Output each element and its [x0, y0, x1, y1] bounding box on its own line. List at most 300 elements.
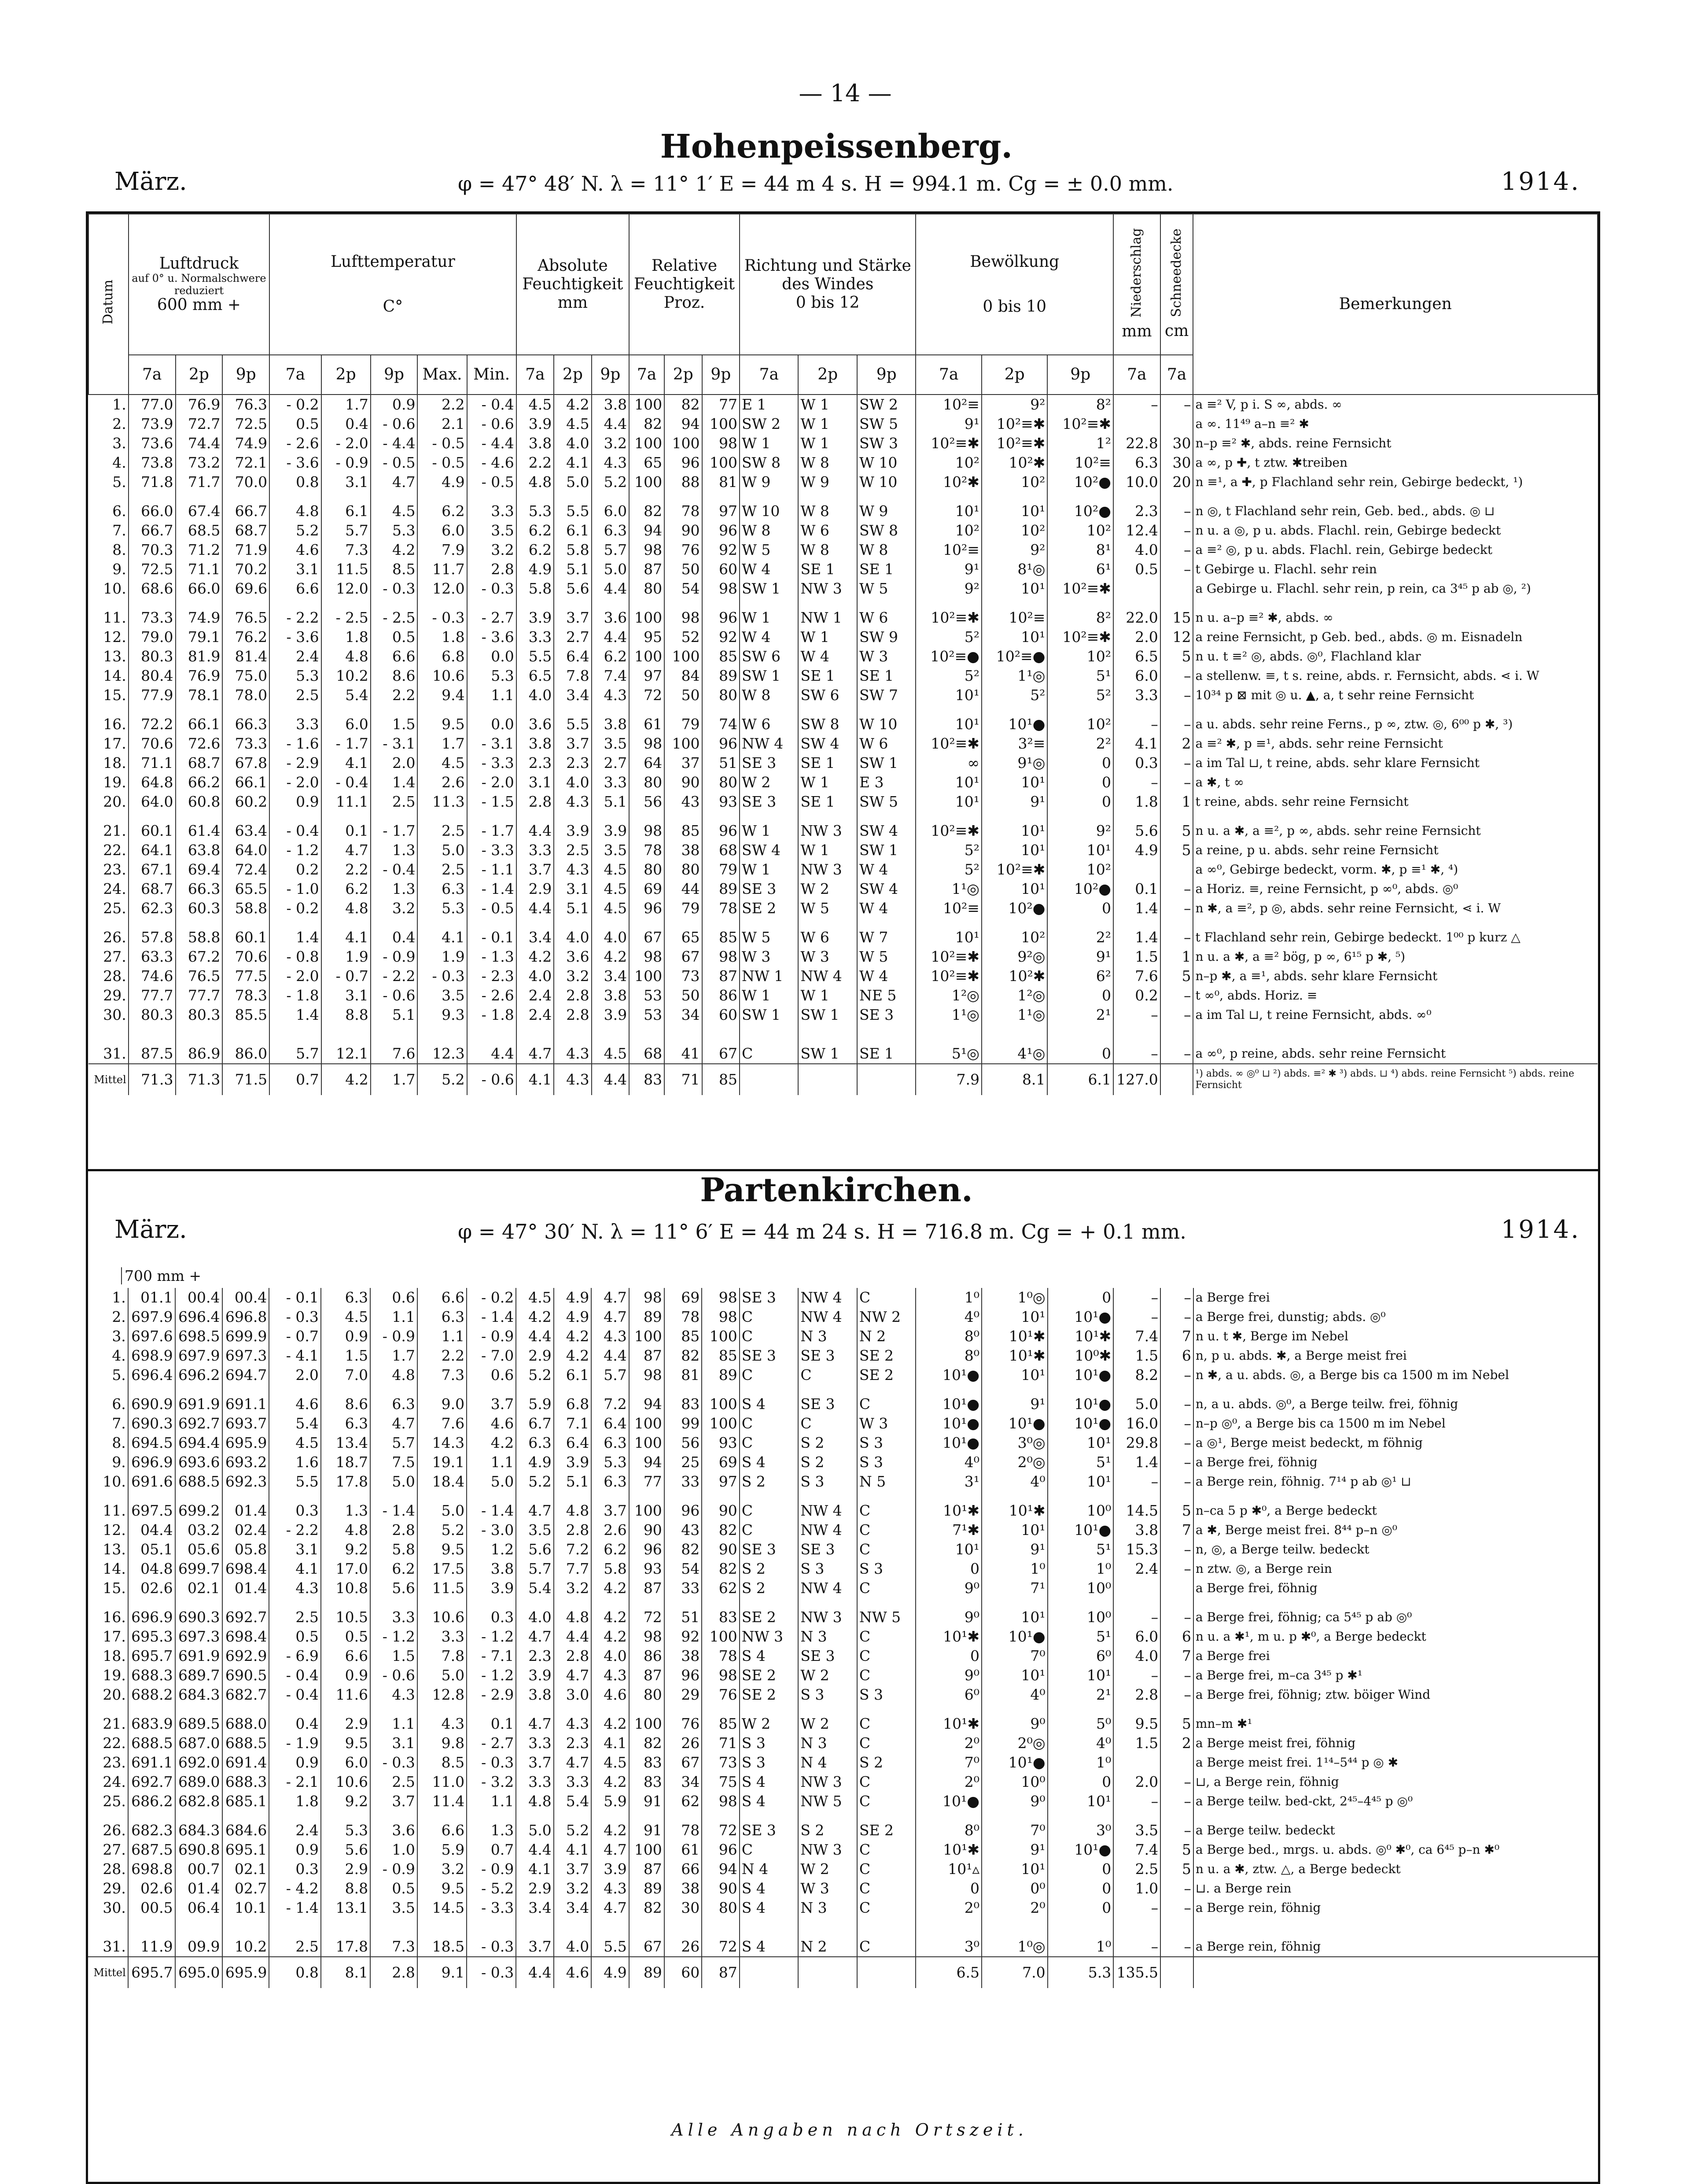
value-cell: 3.9	[591, 1859, 629, 1879]
value-cell: W 1	[740, 986, 798, 1005]
value-cell: 2.7	[554, 627, 591, 647]
value-cell: 9⁰	[916, 1579, 982, 1598]
value-cell: - 2.6	[269, 434, 321, 453]
sub-7a: 7a	[516, 355, 554, 395]
value-cell: 694.7	[222, 1365, 269, 1385]
value-cell: SE 3	[740, 792, 798, 812]
value-cell: 8¹◎	[982, 560, 1047, 579]
value-cell: 51	[664, 1608, 702, 1627]
value-cell: 5.9	[516, 1395, 553, 1414]
value-cell: - 1.9	[269, 1734, 321, 1753]
value-cell: 10¹	[916, 715, 981, 734]
value-cell: - 4.4	[467, 434, 516, 453]
day-cell: 29.	[103, 1880, 126, 1897]
value-cell: 65.5	[222, 879, 269, 899]
row-spacer	[88, 1491, 1598, 1501]
value-cell: 10¹	[916, 1540, 982, 1559]
value-cell: 6.3	[321, 1414, 370, 1433]
value-cell: 9¹	[1047, 947, 1113, 967]
value-cell: 38	[664, 841, 702, 860]
weather-table-partenkirchen	[88, 1288, 1598, 1988]
value-cell: 10¹●	[982, 1627, 1048, 1646]
value-cell: 2.8	[554, 1646, 591, 1666]
value-cell: 0	[1048, 1772, 1114, 1792]
value-cell: 98	[629, 947, 664, 967]
value-cell: SW 9	[857, 627, 916, 647]
value-cell: 4.2	[591, 1608, 629, 1627]
table-row	[88, 666, 1598, 686]
mittel-cell	[740, 1064, 798, 1095]
value-cell: –	[1160, 540, 1193, 560]
value-cell: 88	[664, 472, 702, 492]
value-cell: 6.3	[321, 1288, 370, 1307]
value-cell: 0.2	[269, 860, 321, 879]
remark-cell: a Berge frei	[1193, 1646, 1598, 1666]
value-cell: 100	[629, 395, 664, 414]
value-cell: W 4	[740, 627, 798, 647]
value-cell: 99	[664, 1414, 702, 1433]
value-cell: SW 1	[857, 841, 916, 860]
value-cell: SE 1	[857, 1044, 916, 1064]
value-cell: 4.8	[269, 502, 321, 521]
value-cell: 85	[702, 928, 740, 947]
sub-7a: 7a	[629, 355, 664, 395]
value-cell: - 2.7	[467, 1734, 516, 1753]
table-row	[88, 579, 1598, 598]
value-cell: 2.9	[516, 1879, 553, 1898]
value-cell: 71.7	[176, 472, 223, 492]
value-cell: 1.8	[321, 627, 371, 647]
value-cell: –	[1160, 1898, 1193, 1918]
value-cell: 1⁰	[982, 1559, 1048, 1579]
value-cell: 693.2	[222, 1453, 269, 1472]
table-row	[88, 841, 1598, 860]
value-cell: 691.1	[128, 1753, 175, 1772]
value-cell: 33	[664, 1579, 702, 1598]
value-cell: 5.7	[269, 1044, 321, 1064]
value-cell: 5.8	[370, 1540, 417, 1559]
value-cell: 2	[1160, 1734, 1193, 1753]
value-cell: 4.7	[516, 1044, 554, 1064]
value-cell: 84	[664, 666, 702, 686]
value-cell: 43	[664, 1520, 702, 1540]
value-cell: 3.3	[554, 1772, 591, 1792]
value-cell: - 3.6	[467, 627, 516, 647]
value-cell: 100	[702, 414, 740, 434]
value-cell: 7.4	[592, 666, 629, 686]
day-cell: 23.	[103, 861, 126, 878]
value-cell: 1.4	[371, 773, 418, 792]
value-cell: 83	[629, 1753, 664, 1772]
remark-cell: a ∞⁰, p reine, abds. sehr reine Fernsicht	[1193, 1044, 1598, 1064]
value-cell: - 0.3	[371, 579, 418, 598]
value-cell: 5.2	[554, 1821, 591, 1840]
value-cell: - 0.7	[321, 967, 371, 986]
value-cell: 0.3	[1113, 753, 1160, 773]
value-cell: 96	[702, 608, 740, 627]
value-cell: NW 3	[798, 860, 857, 879]
value-cell: 80	[702, 773, 740, 792]
value-cell: 10²≡●	[916, 647, 981, 666]
value-cell: 4.4	[516, 1840, 553, 1859]
station-coordinates: φ = 47° 30′ N. λ = 11° 6′ E = 44 m 24 s. H = 716.8 m. Cg = + 0.1 mm.	[458, 1220, 1186, 1243]
value-cell: 1.5	[1113, 1734, 1160, 1753]
value-cell: 4.2	[591, 1821, 629, 1840]
value-cell: 3.2	[554, 967, 591, 986]
value-cell: 78.3	[222, 986, 269, 1005]
value-cell: SE 2	[857, 1346, 916, 1365]
value-cell: 688.5	[175, 1472, 222, 1491]
value-cell: 10¹●	[982, 1753, 1048, 1772]
table-row	[88, 1666, 1598, 1685]
value-cell: 7.5	[370, 1453, 417, 1472]
value-cell: –	[1160, 1772, 1193, 1792]
table-row	[88, 879, 1598, 899]
value-cell: 4.0	[554, 773, 591, 792]
value-cell: 67.2	[176, 947, 223, 967]
value-cell: 79.0	[129, 627, 176, 647]
remark-cell: a ✱, Berge meist frei. 8⁴⁴ p–n ◎⁰	[1193, 1520, 1598, 1540]
value-cell: W 2	[798, 1666, 857, 1685]
value-cell: 5.0	[417, 841, 467, 860]
value-cell: S 3	[798, 1685, 857, 1704]
table-row	[88, 1414, 1598, 1433]
value-cell: 0.9	[269, 1840, 321, 1859]
value-cell: 3.5	[592, 734, 629, 753]
value-cell: 6⁰	[916, 1685, 982, 1704]
value-cell: 1²◎	[916, 986, 981, 1005]
value-cell: 688.3	[222, 1772, 269, 1792]
value-cell: 3.7	[591, 1501, 629, 1520]
value-cell: 4.5	[592, 899, 629, 918]
value-cell: 17.8	[321, 1937, 370, 1957]
value-cell: SW 5	[857, 414, 916, 434]
value-cell: C	[857, 1898, 916, 1918]
remark-cell: a Berge rein, föhnig	[1193, 1898, 1598, 1918]
value-cell: SW 4	[857, 879, 916, 899]
value-cell: W 2	[798, 879, 857, 899]
value-cell: –	[1160, 928, 1193, 947]
value-cell: 01.4	[222, 1501, 269, 1520]
mittel-cell	[798, 1957, 857, 1988]
value-cell: 0	[1047, 753, 1113, 773]
value-cell: 81.4	[222, 647, 269, 666]
value-cell: 7.8	[417, 1646, 467, 1666]
value-cell: 1.6	[269, 1453, 321, 1472]
value-cell: 5.8	[516, 579, 554, 598]
value-cell: 6.8	[417, 647, 467, 666]
value-cell: 87	[629, 1346, 664, 1365]
value-cell: 10¹	[982, 1666, 1048, 1685]
value-cell: 68.7	[176, 753, 223, 773]
value-cell: C	[857, 1840, 916, 1859]
value-cell: 89	[702, 1365, 739, 1385]
value-cell: 1.5	[371, 715, 418, 734]
value-cell: W 4	[857, 860, 916, 879]
value-cell: 5.1	[554, 560, 591, 579]
value-cell: NW 1	[798, 608, 857, 627]
table-row	[88, 1840, 1598, 1859]
table-row	[88, 560, 1598, 579]
station-coordinates: φ = 47° 48′ N. λ = 11° 1′ E = 44 m 4 s. H = 994.1 m. Cg = ± 0.0 mm.	[458, 172, 1174, 196]
value-cell: 0.3	[467, 1608, 516, 1627]
value-cell: SW 1	[798, 1005, 857, 1025]
remark-cell: a Berge bed., mrgs. u. abds. ◎⁰ ✱⁰, ca 6⁴⁵ p–n ✱⁰	[1193, 1840, 1598, 1859]
value-cell: 8⁰	[916, 1821, 982, 1840]
value-cell: 4.2	[554, 1346, 591, 1365]
value-cell: 5	[1160, 841, 1193, 860]
value-cell: NW 4	[798, 1579, 857, 1598]
value-cell: - 2.7	[467, 608, 516, 627]
value-cell: 74.9	[176, 608, 223, 627]
remark-cell: n u. a–p ≡² ✱, abds. ∞	[1193, 608, 1598, 627]
value-cell: 690.9	[128, 1395, 175, 1414]
value-cell: - 3.1	[467, 734, 516, 753]
value-cell: 67.1	[129, 860, 176, 879]
remark-cell: a ∞, p ✚, t ztw. ✱treiben	[1193, 453, 1598, 472]
mittel-cell: 85	[702, 1064, 740, 1095]
value-cell: 98	[629, 1365, 664, 1385]
value-cell: SE 1	[798, 792, 857, 812]
value-cell: C	[740, 1365, 799, 1385]
value-cell: 10¹	[982, 627, 1047, 647]
value-cell: 80.4	[129, 666, 176, 686]
value-cell: - 0.9	[321, 453, 371, 472]
mittel-cell: 4.4	[516, 1957, 553, 1988]
value-cell: S 3	[798, 1559, 857, 1579]
value-cell: 0.5	[269, 414, 321, 434]
value-cell: 2.8	[554, 986, 591, 1005]
value-cell: 10²≡✱	[982, 434, 1047, 453]
value-cell: 79	[702, 860, 740, 879]
value-cell: 64.8	[129, 773, 176, 792]
value-cell: 6.0	[321, 1753, 370, 1772]
remark-cell: a ∞⁰, Gebirge bedeckt, vorm. ✱, p ≡¹ ✱, ⁴)	[1193, 860, 1598, 879]
value-cell: C	[857, 1520, 916, 1540]
value-cell: 89	[702, 879, 740, 899]
sub-9p: 9p	[1047, 355, 1113, 395]
value-cell: 3⁰	[916, 1937, 982, 1957]
station-title-partenkirchen: Partenkirchen.	[700, 1171, 973, 1209]
value-cell: 85	[702, 1714, 739, 1734]
value-cell: 695.1	[222, 1840, 269, 1859]
mittel-cell: 4.9	[591, 1957, 629, 1988]
value-cell: 100	[702, 1627, 739, 1646]
value-cell: 00.5	[128, 1898, 175, 1918]
value-cell: 4.2	[554, 1327, 591, 1346]
value-cell: 9.5	[1113, 1714, 1160, 1734]
value-cell: 68.7	[222, 521, 269, 540]
value-cell: 4.7	[591, 1898, 629, 1918]
value-cell: 4.5	[417, 753, 467, 773]
value-cell: 80	[629, 773, 664, 792]
value-cell: 02.4	[222, 1520, 269, 1540]
remark-cell: a reine Fernsicht, p Geb. bed., abds. ◎ m. Eisnadeln	[1193, 627, 1598, 647]
value-cell: 1.4	[1113, 928, 1160, 947]
value-cell: 98	[629, 821, 664, 841]
value-cell: 5.2	[592, 472, 629, 492]
value-cell: 5²	[982, 686, 1047, 705]
remark-cell: a Berge meist frei. 1¹⁴–5⁴⁴ p ◎ ✱	[1193, 1753, 1598, 1772]
value-cell: 100	[629, 1414, 664, 1433]
value-cell: 98	[702, 1288, 739, 1307]
value-cell: 1.3	[371, 841, 418, 860]
value-cell: 5	[1160, 967, 1193, 986]
day-cell: 11.	[103, 609, 126, 626]
value-cell: 3²≡	[982, 734, 1047, 753]
mittel-cell: 0.7	[269, 1064, 321, 1095]
remark-cell: n–p ✱, a ≡¹, abds. sehr klare Fernsicht	[1193, 967, 1598, 986]
value-cell: 73	[664, 967, 702, 986]
value-cell: 77.5	[222, 967, 269, 986]
value-cell: 89	[629, 1307, 664, 1327]
value-cell: 5.9	[417, 1840, 467, 1859]
value-cell: 689.7	[175, 1666, 222, 1685]
mittel-cell: 4.3	[554, 1064, 591, 1095]
value-cell: S 2	[798, 1433, 857, 1453]
value-cell: 2.4	[516, 1005, 554, 1025]
value-cell: C	[857, 1540, 916, 1559]
value-cell: NW 3	[798, 1608, 857, 1627]
value-cell: 69	[702, 1453, 739, 1472]
value-cell: 4.1	[554, 453, 591, 472]
value-cell: 3.4	[516, 1898, 553, 1918]
value-cell: 2.3	[516, 1646, 553, 1666]
row-spacer	[88, 705, 1598, 715]
value-cell: 2.4	[1113, 1559, 1160, 1579]
value-cell: 2.4	[516, 986, 554, 1005]
value-cell: 5.5	[269, 1472, 321, 1491]
value-cell: S 2	[740, 1472, 799, 1491]
value-cell: - 2.2	[371, 967, 418, 986]
value-cell	[1160, 1753, 1193, 1772]
value-cell: 2.9	[321, 1859, 370, 1879]
value-cell: 5.5	[554, 502, 591, 521]
value-cell: 10²	[1047, 860, 1113, 879]
day-cell: 12.	[103, 628, 126, 646]
table-row	[88, 986, 1598, 1005]
value-cell: 11.7	[417, 560, 467, 579]
mittel-cell: 9.1	[417, 1957, 467, 1988]
value-cell: 691.6	[128, 1472, 175, 1491]
remark-cell: a u. abds. sehr reine Ferns., p ∞, ztw. ◎, 6⁰⁰ p ✱, ³)	[1193, 715, 1598, 734]
value-cell: 82	[702, 1559, 739, 1579]
value-cell: 5.1	[371, 1005, 418, 1025]
value-cell: C	[857, 1714, 916, 1734]
value-cell: 685.1	[222, 1792, 269, 1811]
sub-7a: 7a	[269, 355, 321, 395]
value-cell: 4.8	[554, 1501, 591, 1520]
value-cell: 4.2	[516, 947, 554, 967]
table-row	[88, 1753, 1598, 1772]
value-cell: 7.6	[371, 1044, 418, 1064]
value-cell: 4⁰	[982, 1685, 1048, 1704]
value-cell: 61	[629, 715, 664, 734]
value-cell: NW 3	[798, 821, 857, 841]
value-cell: 4.4	[592, 414, 629, 434]
mittel-cell: 695.9	[222, 1957, 269, 1988]
value-cell: S 4	[740, 1395, 799, 1414]
day-cell: 7.	[112, 1415, 126, 1432]
value-cell: 29	[664, 1685, 702, 1704]
value-cell: 11.9	[128, 1937, 175, 1957]
remark-cell: a ∞. 11⁴⁹ a–n ≡² ✱	[1193, 414, 1598, 434]
value-cell: 3.1	[321, 472, 371, 492]
value-cell: 1.1	[370, 1714, 417, 1734]
value-cell: 29.8	[1113, 1433, 1160, 1453]
value-cell: 3.7	[516, 1753, 553, 1772]
value-cell: - 0.5	[467, 472, 516, 492]
remark-cell: n u. a ✱, a ≡² bög, p ∞, 6¹⁵ p ✱, ⁵)	[1193, 947, 1598, 967]
value-cell: 12.8	[417, 1685, 467, 1704]
day-cell: 5.	[112, 473, 126, 491]
value-cell: 93	[702, 1433, 739, 1453]
value-cell: 77.0	[129, 395, 176, 414]
value-cell: 2.4	[269, 1821, 321, 1840]
value-cell: W 1	[740, 434, 798, 453]
value-cell: 10¹	[982, 1365, 1048, 1385]
value-cell: S 3	[798, 1472, 857, 1491]
value-cell: SE 3	[857, 1005, 916, 1025]
day-cell: 23.	[103, 1754, 126, 1771]
day-cell: 13.	[103, 648, 126, 665]
value-cell: W 6	[798, 521, 857, 540]
value-cell: 9²◎	[982, 947, 1047, 967]
value-cell: 12.4	[1113, 521, 1160, 540]
value-cell: 10¹✱	[982, 1327, 1048, 1346]
value-cell: 4.8	[321, 1520, 370, 1540]
value-cell: 100	[664, 734, 702, 753]
value-cell: 4.2	[516, 1307, 553, 1327]
value-cell: 10²≡	[916, 395, 981, 414]
value-cell: 9²	[982, 540, 1047, 560]
value-cell: - 1.7	[321, 734, 371, 753]
value-cell: 00.4	[175, 1288, 222, 1307]
value-cell: 5.4	[321, 686, 371, 705]
value-cell: - 2.3	[467, 967, 516, 986]
value-cell: 3.2	[592, 434, 629, 453]
value-cell: 90	[664, 521, 702, 540]
value-cell: 1⁰	[1048, 1937, 1114, 1957]
value-cell: 5.7	[516, 1559, 553, 1579]
row-spacer	[88, 1918, 1598, 1927]
value-cell: 6.4	[554, 647, 591, 666]
value-cell: 85	[702, 1346, 739, 1365]
value-cell: 2.5	[554, 841, 591, 860]
value-cell: 3.7	[516, 1937, 553, 1957]
table-row	[88, 1734, 1598, 1753]
value-cell: - 0.3	[417, 967, 467, 986]
value-cell: 4.5	[591, 1753, 629, 1772]
day-cell: 11.	[103, 1502, 126, 1519]
value-cell: 10²≡✱	[916, 734, 981, 753]
value-cell: 7.3	[370, 1937, 417, 1957]
value-cell: S 4	[740, 1772, 799, 1792]
table-row	[88, 1821, 1598, 1840]
remark-cell: a im Tal ⊔, t reine, abds. sehr klare Fernsicht	[1193, 753, 1598, 773]
mittel-cell: 8.1	[982, 1064, 1047, 1095]
day-cell: 25.	[103, 1793, 126, 1810]
value-cell: 3.7	[554, 734, 591, 753]
value-cell: SE 3	[798, 1395, 857, 1414]
value-cell: W 4	[857, 899, 916, 918]
remark-cell: a im Tal ⊔, t reine Fernsicht, abds. ∞⁰	[1193, 1005, 1598, 1025]
value-cell: 72.4	[222, 860, 269, 879]
value-cell: 4.3	[591, 1327, 629, 1346]
value-cell: 5¹	[1048, 1540, 1114, 1559]
value-cell: 691.9	[175, 1395, 222, 1414]
value-cell: 12.1	[321, 1044, 371, 1064]
